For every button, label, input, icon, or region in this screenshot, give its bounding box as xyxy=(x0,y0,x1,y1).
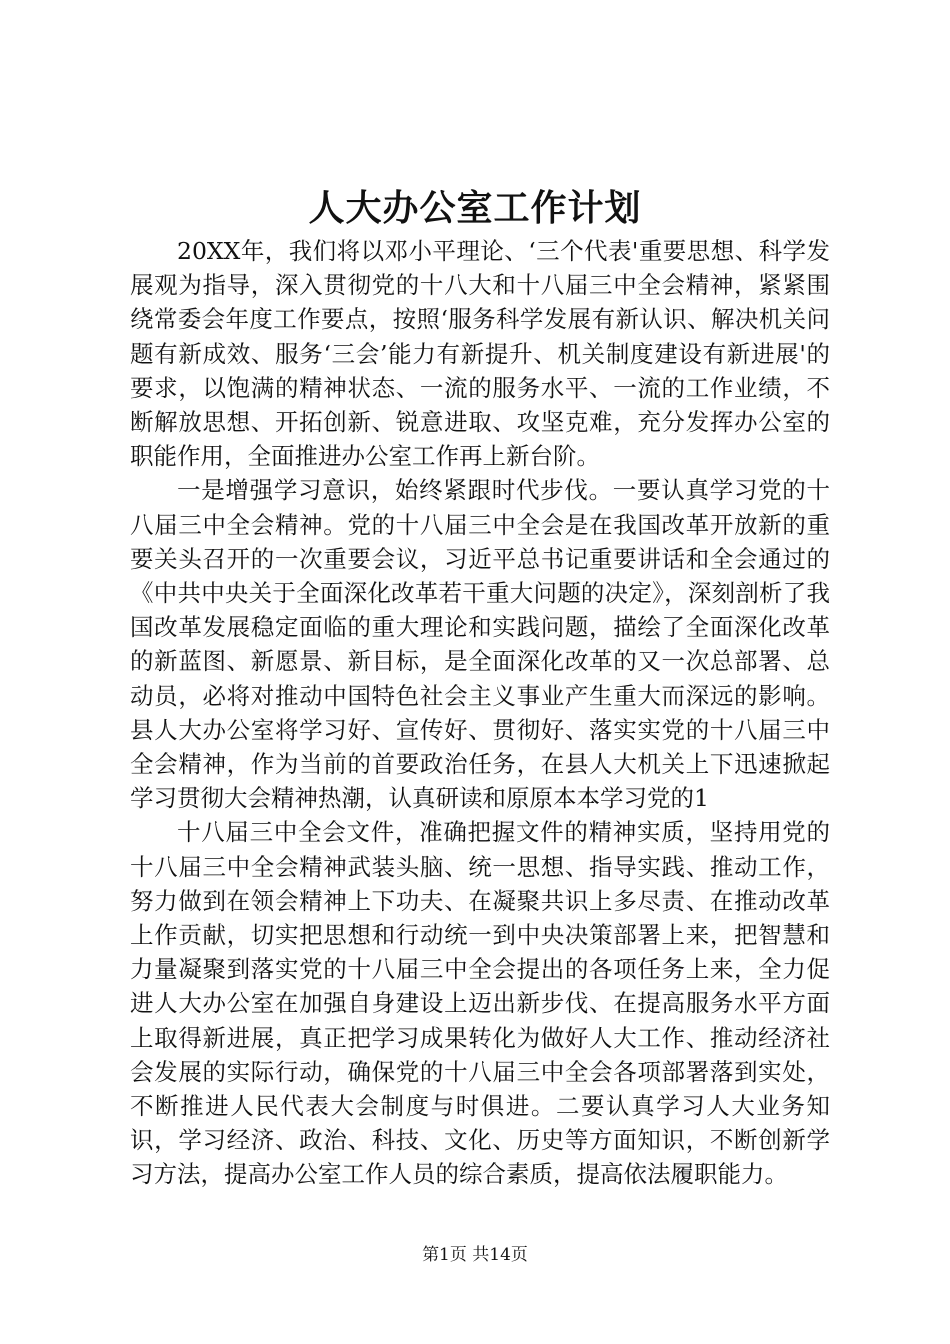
paragraph-plenum-documents: 十八届三中全会文件，准确把握文件的精神实质，坚持用党的十八届三中全会精神武装头脑、统一思想、指导实践、推动工作，努力做到在领会精神上下功夫、在凝聚共识上多尽责、在推动改革上作贡献，切实把思想和行动统一到中央决策部署上来，把智慧和力量凝聚到落实党的十八届三中全会提出的各项任务上来，全力促进人大办公室在加强自身建设上迈出新步伐、在提高服务水平方面上取得新进展，真正把学习成果转化为做好人大工作、推动经济社会发展的实际行动，确保党的十八届三中全会各项部署落到实处，不断推进人民代表大会制度与时俱进。二要认真学习人大业务知识，学习经济、政治、科技、文化、历史等方面知识，不断创新学习方法，提高办公室工作人员的综合素质，提高依法履职能力。 xyxy=(130,818,830,1189)
page-title: 人大办公室工作计划 xyxy=(308,187,642,229)
paragraph-study-awareness: 一是增强学习意识，始终紧跟时代步伐。一要认真学习党的十八届三中全会精神。党的十八届三中全会是在我国改革开放新的重要关头召开的一次重要会议，习近平总书记重要讲话和全会通过的《中共中央关于全面深化改革若干重大问题的决定》，深刻剖析了我国改革发展稳定面临的重大理论和实践问题，描绘了全面深化改革的新蓝图、新愿景、新目标，是全面深化改革的又一次总部署、总动员，必将对推动中国特色社会主义事业产生重大而深远的影响。县人大办公室将学习好、宣传好、贯彻好、落实实党的十八届三中全会精神，作为当前的首要政治任务，在县人大机关上下迅速掀起学习贯彻大会精神热潮，认真研读和原原本本学习党的1 xyxy=(130,476,830,813)
document-body xyxy=(130,234,830,1192)
paragraph-intro: 20XX年，我们将以邓小平理论、‘三个代表'重要思想、科学发展观为指导，深入贯彻党的十八大和十八届三中全会精神，紧紧围绕常委会年度工作要点，按照‘服务科学发展有新认识、解决机关问题有新成效、服务‘三会’能力有新提升、机关制度建设有新进展'的要求，以饱满的精神状态、一流的服务水平、一流的工作业绩，不断解放思想、开拓创新、锐意进取、攻坚克难，充分发挥办公室的职能作用，全面推进办公室工作再上新台阶。 xyxy=(130,237,830,471)
page-footer: 第1页 共14页 xyxy=(422,1245,528,1265)
